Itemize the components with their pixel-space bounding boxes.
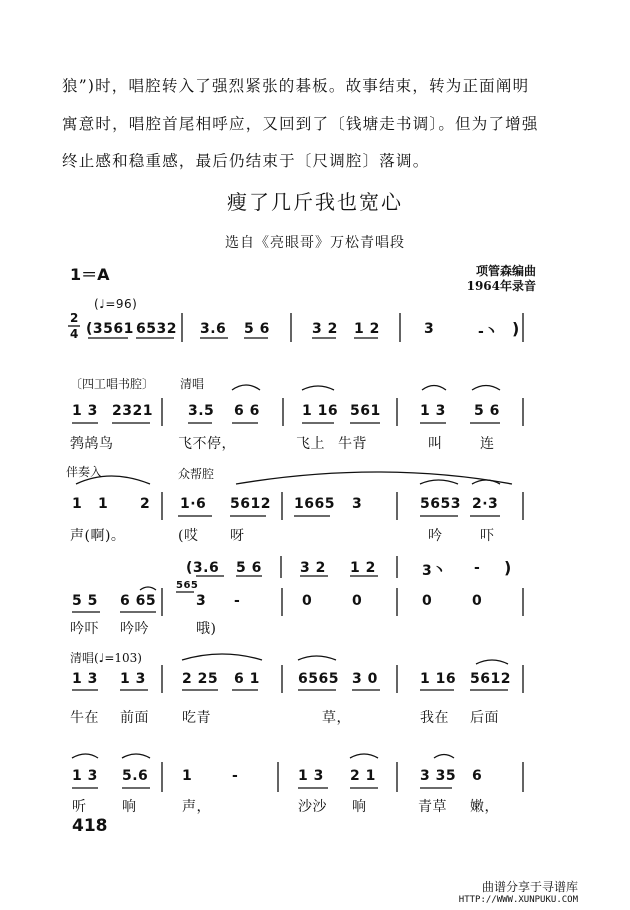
note-group: 3 35 [420,768,457,784]
lyric: 吓 [480,528,495,544]
slur [140,587,156,590]
note-group: 2 [140,496,151,512]
note-group: -丶 [478,324,499,340]
note-group: 1 3 [298,768,324,784]
slur [302,386,334,390]
note-group: 3 [196,593,207,609]
note-group: 0 [302,593,313,609]
accompaniment-note: 3丶 [422,563,447,579]
accompaniment-note: (3.6 [186,560,220,576]
note-group: 6 65 [120,593,157,609]
lyric: 牛在 [70,710,99,726]
slur [182,654,262,660]
lyric: 响 [352,799,367,815]
note-group: 6565 [298,671,339,687]
tempo-marking: (♩=96) [94,297,138,311]
note-group: 3.5 [188,403,215,419]
slur [472,386,500,391]
lyric: 叫 [428,436,443,452]
slur [122,754,150,758]
slur [298,656,336,660]
grace-note: 565 [176,580,199,591]
note-group: 0 [422,593,433,609]
note-group: 1 3 [120,671,146,687]
tune-marking: 〔四工唱书腔〕 [70,377,155,391]
note-group: 0 [352,593,363,609]
note-group: - [232,768,239,784]
lyric: 飞上 [296,436,325,452]
slur [232,385,260,390]
lyric: 草， [322,710,351,726]
lyric: 后面 [470,710,499,726]
tempo-marking: 清唱(♩=103) [70,651,142,665]
note-group: 6 6 [234,403,260,419]
note-group: 1 3 [72,671,98,687]
note-group: 6 [472,768,483,784]
note-group: 1 [98,496,109,512]
note-group: 5 6 [474,403,500,419]
accompaniment-note: ) [504,558,512,577]
lyric: 前面 [120,710,149,726]
accompaniment-note: 1 2 [350,560,376,576]
lyric: 听 [72,799,87,815]
note-group: 1 3 [420,403,446,419]
watermark-url: HTTP://WWW.XUNPUKU.COM [458,895,578,905]
time-signature-top: 2 [70,311,79,325]
lyric: 嫩， [470,799,499,815]
page-number: 418 [72,816,108,836]
lyric: 响 [122,799,137,815]
watermark-text: 曲谱分享于寻谱库 [481,880,578,894]
note-group: 3 [424,321,435,337]
accompaniment-note: 5 6 [236,560,262,576]
lyric: 哦) [196,621,217,637]
note-group: 0 [472,593,483,609]
credit-arranger: 项管森编曲 [475,264,536,278]
note-group: (3561 [86,321,134,337]
lyric: 吃青 [182,710,211,726]
intro-line-2: 寓意时，唱腔首尾相呼应，又回到了〔钱塘走书调〕。但为了增强 [62,115,539,133]
intro-line-1: 狼”)时，唱腔转入了强烈紧张的碁板。故事结束，转为正面阐明 [62,77,530,95]
performance-marking: 伴奏入 [66,465,103,479]
note-group: 3.6 [200,321,227,337]
note-group: 5.6 [122,768,149,784]
slur [434,755,454,759]
note-group: 5612 [470,671,511,687]
note-group: 6 1 [234,671,260,687]
note-group: 3 0 [352,671,378,687]
lyric: 吟吓 [70,621,99,637]
note-group: 5 5 [72,593,98,609]
note-group: 1 2 [354,321,380,337]
lyric: 呀 [230,528,245,544]
note-group: 5 6 [244,321,270,337]
note-group: 6532 [136,321,177,337]
note-group: 1 [72,496,83,512]
lyric: 飞不停， [178,436,236,452]
lyric: (哎 [178,528,199,544]
note-group: 3 2 [312,321,338,337]
time-signature-bottom: 4 [70,327,79,341]
lyric: 连 [480,436,495,452]
song-subtitle: 选自《亮眼哥》万松青唱段 [225,235,405,251]
accompaniment-note: - [474,560,481,576]
note-group: 1 3 [72,403,98,419]
performance-marking: 众帮腔 [178,467,215,481]
lyric: 青草 [418,799,447,815]
note-group: 561 [350,403,381,419]
note-group: 2·3 [472,496,499,512]
note-group: 1665 [294,496,335,512]
credit-recording: 1964年录音 [466,279,536,293]
note-group: 1·6 [180,496,207,512]
note-group: ) [512,319,520,338]
note-group: 2321 [112,403,153,419]
accompaniment-note: 3 2 [300,560,326,576]
performance-marking: 清唱 [180,377,205,391]
slur [422,386,446,391]
note-group: 5653 [420,496,461,512]
lyric: 声， [182,799,211,815]
note-group: 5612 [230,496,271,512]
lyric: 吟 [428,528,443,544]
slur [236,472,512,484]
key-signature: 1＝A [70,265,110,284]
note-group: 3 [352,496,363,512]
slur [72,754,98,758]
lyric: 我在 [420,710,449,726]
note-group: 2 25 [182,671,219,687]
note-group: - [234,593,241,609]
song-title: 瘦了几斤我也宽心 [227,190,403,214]
slur [420,480,458,484]
lyric: 牛背 [338,436,367,452]
lyric: 吟吟 [120,621,149,637]
lyric: 沙沙 [298,799,327,815]
note-group: 1 [182,768,193,784]
note-group: 1 16 [420,671,457,687]
slur [350,754,378,758]
note-group: 1 3 [72,768,98,784]
lyric: 声(啊)。 [70,528,126,544]
intro-line-3: 终止感和稳重感，最后仍结束于〔尺调腔〕落调。 [62,152,430,170]
note-group: 1 16 [302,403,339,419]
note-group: 2 1 [350,768,376,784]
lyric: 鹁鸪鸟 [70,436,114,452]
slur [476,660,508,664]
